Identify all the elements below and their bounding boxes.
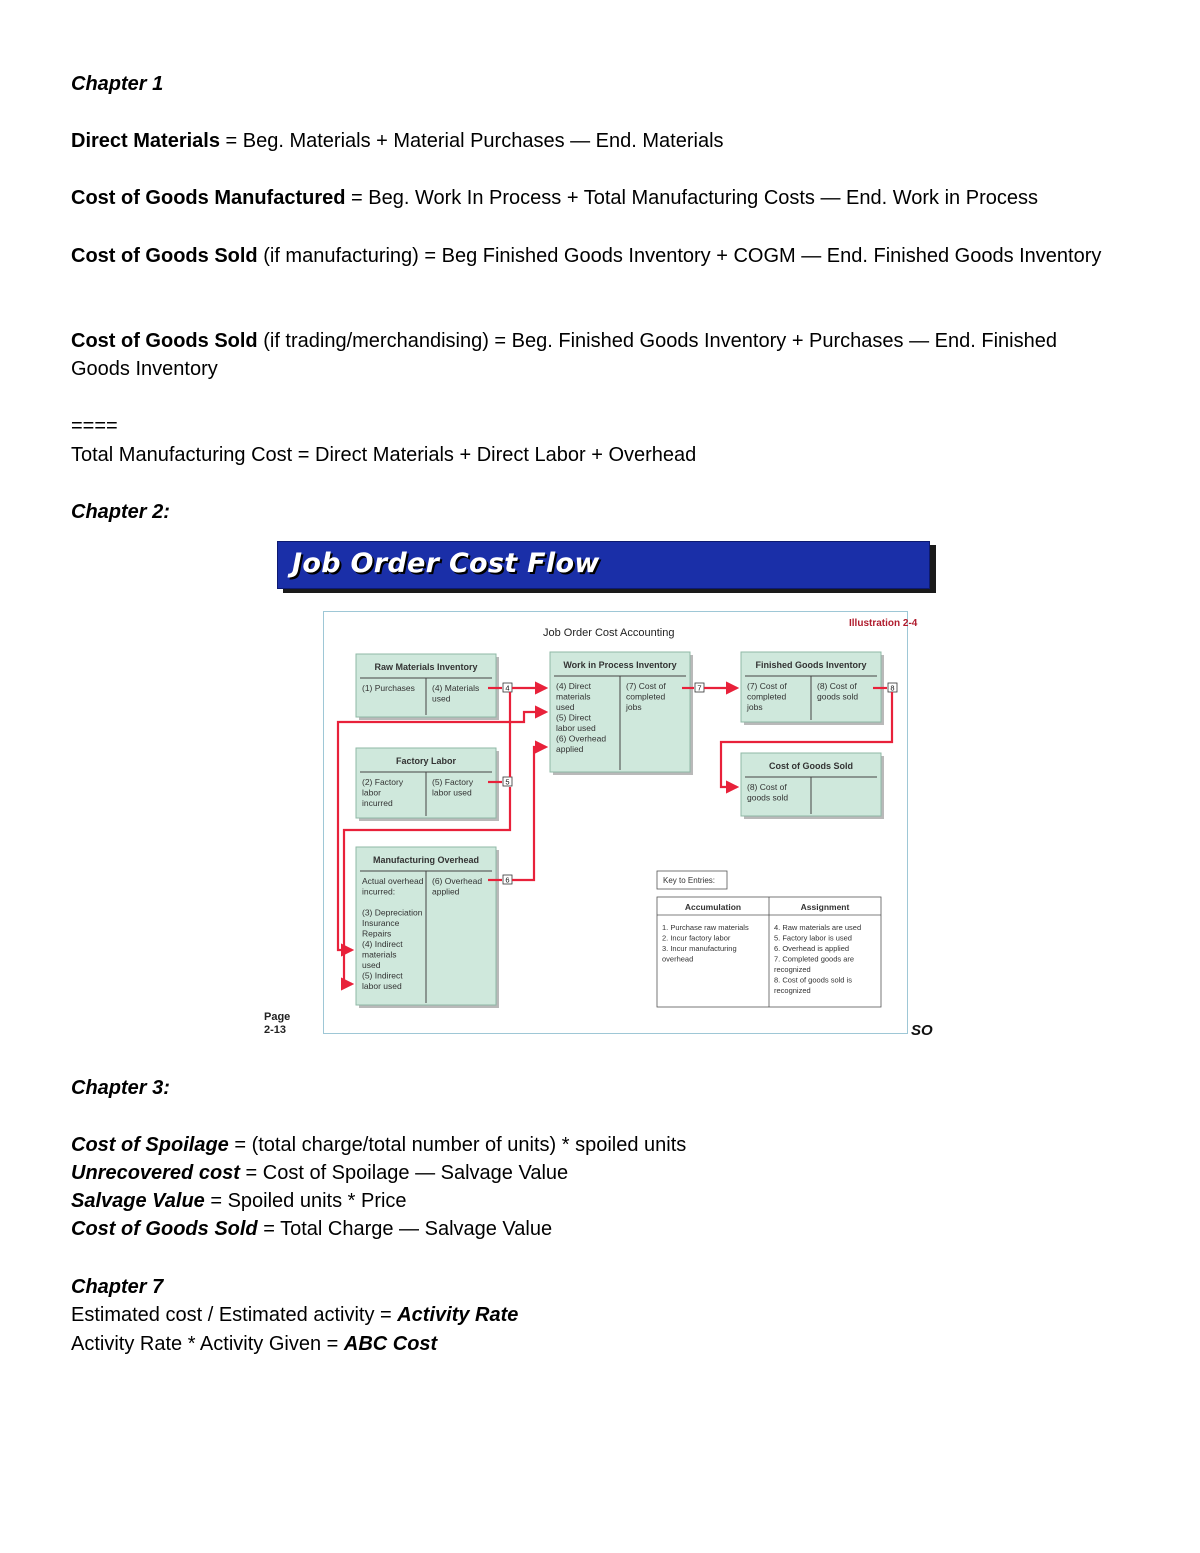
- entry-5-label: 5: [505, 777, 510, 787]
- diagram-title: Job Order Cost Accounting: [543, 627, 675, 639]
- raw-materials-account-title: Raw Materials Inventory: [374, 662, 478, 672]
- factory-labor-account-credit: (5) Factory: [432, 777, 474, 787]
- manufacturing-overhead-account-title: Manufacturing Overhead: [372, 855, 480, 865]
- term: Cost of Goods Manufactured: [71, 187, 346, 209]
- term: Cost of Goods Sold: [71, 1218, 258, 1240]
- key-accumulation-item: 3. Incur manufacturing: [662, 944, 737, 953]
- chapter-1-heading: Chapter 1: [71, 73, 164, 95]
- formula-text: Activity Rate * Activity Given =: [71, 1333, 344, 1355]
- formula-unrecovered-cost: [71, 1159, 568, 1187]
- key-col2-header: Assignment: [800, 902, 850, 912]
- key-assignment-item: 8. Cost of goods sold is: [774, 975, 852, 985]
- wip-account-debit: applied: [556, 744, 584, 754]
- entry-7-label: 7: [697, 683, 702, 693]
- formula-text: Estimated cost / Estimated activity =: [71, 1304, 398, 1326]
- entry-6-label: 6: [505, 875, 510, 885]
- formula-text: (if manufacturing) = Beg Finished Goods Inventory + COGM — End. Finished Goods Inventory: [257, 245, 1102, 267]
- manufacturing-overhead-account-debit: used: [362, 960, 381, 970]
- formula-cost-of-spoilage: [71, 1131, 686, 1159]
- manufacturing-overhead-account-credit: applied: [432, 886, 460, 897]
- wip-account-credit: (7) Cost of: [626, 681, 666, 691]
- factory-labor-account-credit: labor used: [432, 787, 472, 798]
- wip-account-debit: (5) Direct: [556, 712, 591, 723]
- separator: ====: [71, 415, 118, 437]
- chapter-7-heading: Chapter 7: [71, 1276, 164, 1298]
- term: Cost of Goods Sold: [71, 330, 258, 352]
- illustration-label: Illustration 2-4: [849, 618, 918, 629]
- formula-cogs-trading: [71, 327, 1071, 383]
- factory-labor-account-title: Factory Labor: [395, 756, 457, 766]
- figure-banner: [277, 541, 930, 589]
- finished-goods-account-debit: completed: [747, 691, 787, 702]
- formula-text: = Spoiled units * Price: [204, 1190, 407, 1212]
- key-accumulation-item: overhead: [662, 954, 694, 964]
- chapter-3-heading: Chapter 3:: [71, 1077, 170, 1099]
- page-reference: [264, 1011, 290, 1037]
- so-mark: SO: [911, 1022, 933, 1039]
- key-assignment-item: 7. Completed goods are: [774, 954, 855, 964]
- term: Unrecovered cost: [71, 1162, 240, 1184]
- formula-text: = Beg. Work In Process + Total Manufacturing Costs — End. Work in Process: [345, 187, 1038, 209]
- key-col1-header: Accumulation: [684, 902, 742, 912]
- wip-account-debit: (4) Direct: [556, 681, 591, 691]
- key-label: Key to Entries:: [663, 876, 716, 885]
- manufacturing-overhead-account-debit: (4) Indirect: [362, 939, 403, 949]
- wip-account-debit: (6) Overhead: [556, 733, 607, 744]
- finished-goods-account-credit: goods sold: [817, 691, 859, 702]
- arrow-6: [512, 747, 546, 880]
- factory-labor-account-debit: labor: [362, 787, 381, 798]
- manufacturing-overhead-account-debit: (3) Depreciation: [362, 907, 423, 918]
- page-label: Page: [264, 1011, 291, 1023]
- raw-materials-account-debit: (1) Purchases: [362, 683, 415, 693]
- term: Direct Materials: [71, 130, 220, 152]
- formula-cogm: [71, 184, 1038, 212]
- raw-materials-account-credit: (4) Materials: [432, 683, 480, 693]
- manufacturing-overhead-account-debit: incurred:: [362, 886, 396, 897]
- finished-goods-account-title: Finished Goods Inventory: [755, 660, 867, 670]
- factory-labor-account-debit: incurred: [362, 798, 393, 808]
- formula-text: = Beg. Materials + Material Purchases — End. Materials: [219, 130, 724, 152]
- manufacturing-overhead-account-credit: (6) Overhead: [432, 876, 483, 886]
- term: Cost of Spoilage: [71, 1134, 229, 1156]
- factory-labor-account-debit: (2) Factory: [362, 777, 404, 787]
- wip-account-debit: labor used: [556, 723, 596, 733]
- term: ABC Cost: [343, 1333, 438, 1355]
- term: Activity Rate: [397, 1304, 519, 1326]
- formula-total-manufacturing-cost: Total Manufacturing Cost = Direct Materials + Direct Labor + Overhead: [71, 444, 697, 466]
- key-assignment-item: 6. Overhead is applied: [774, 944, 850, 953]
- key-accumulation-item: 2. Incur factory labor: [662, 933, 731, 943]
- term: Cost of Goods Sold: [71, 245, 258, 267]
- banner-title: Job Order Cost Flow: [292, 548, 600, 579]
- formula-text: = (total charge/total number of units) * spoiled units: [228, 1134, 687, 1156]
- page-number: 2-13: [264, 1024, 287, 1036]
- wip-account-credit: completed: [626, 691, 666, 702]
- formula-cogs-spoilage: [71, 1215, 552, 1243]
- formula-text: = Total Charge — Salvage Value: [257, 1218, 553, 1240]
- manufacturing-overhead-account-debit: Repairs: [362, 928, 392, 939]
- manufacturing-overhead-account-debit: (5) Indirect: [362, 970, 403, 981]
- key-assignment-item: recognized: [774, 965, 811, 974]
- key-assignment-item: 5. Factory labor is used: [774, 933, 852, 943]
- manufacturing-overhead-account-debit: Insurance: [362, 918, 400, 928]
- entry-8-label: 8: [890, 683, 895, 693]
- entry-4-label: 4: [505, 683, 510, 693]
- formula-text: (if trading/merchandising) = Beg. Finished Goods Inventory + Purchases — End. Finished Goods Inventory: [71, 330, 1057, 380]
- formula-text: = Cost of Spoilage — Salvage Value: [239, 1162, 569, 1184]
- formula-cogs-manufacturing: [71, 242, 1111, 270]
- formula-direct-materials: [71, 127, 724, 155]
- manufacturing-overhead-account-debit: labor used: [362, 981, 402, 991]
- formula-activity-rate: [71, 1301, 518, 1329]
- wip-account-debit: materials: [556, 691, 591, 702]
- cogs-account-debit: goods sold: [747, 792, 789, 803]
- arrow-5-direct: [510, 712, 546, 777]
- finished-goods-account-debit: (7) Cost of: [747, 681, 787, 691]
- term: Salvage Value: [71, 1190, 205, 1212]
- wip-account-debit: used: [556, 702, 575, 712]
- key-assignment-item: recognized: [774, 986, 811, 995]
- finished-goods-account-credit: (8) Cost of: [817, 681, 857, 691]
- manufacturing-overhead-account-debit: Actual overhead: [362, 876, 424, 886]
- formula-abc-cost: [71, 1330, 437, 1358]
- raw-materials-account-credit: used: [432, 693, 451, 704]
- formula-salvage-value: [71, 1187, 407, 1215]
- wip-account-title: Work in Process Inventory: [563, 660, 677, 670]
- wip-account-credit: jobs: [626, 702, 642, 712]
- cogs-account-debit: (8) Cost of: [747, 782, 787, 792]
- finished-goods-account-debit: jobs: [747, 702, 763, 712]
- key-accumulation-item: 1. Purchase raw materials: [662, 923, 749, 932]
- manufacturing-overhead-account-debit: materials: [362, 949, 397, 960]
- chapter-2-heading: Chapter 2:: [71, 501, 170, 523]
- job-order-diagram: [323, 611, 918, 1034]
- key-assignment-item: 4. Raw materials are used: [774, 923, 862, 932]
- cogs-account-title: Cost of Goods Sold: [769, 761, 853, 771]
